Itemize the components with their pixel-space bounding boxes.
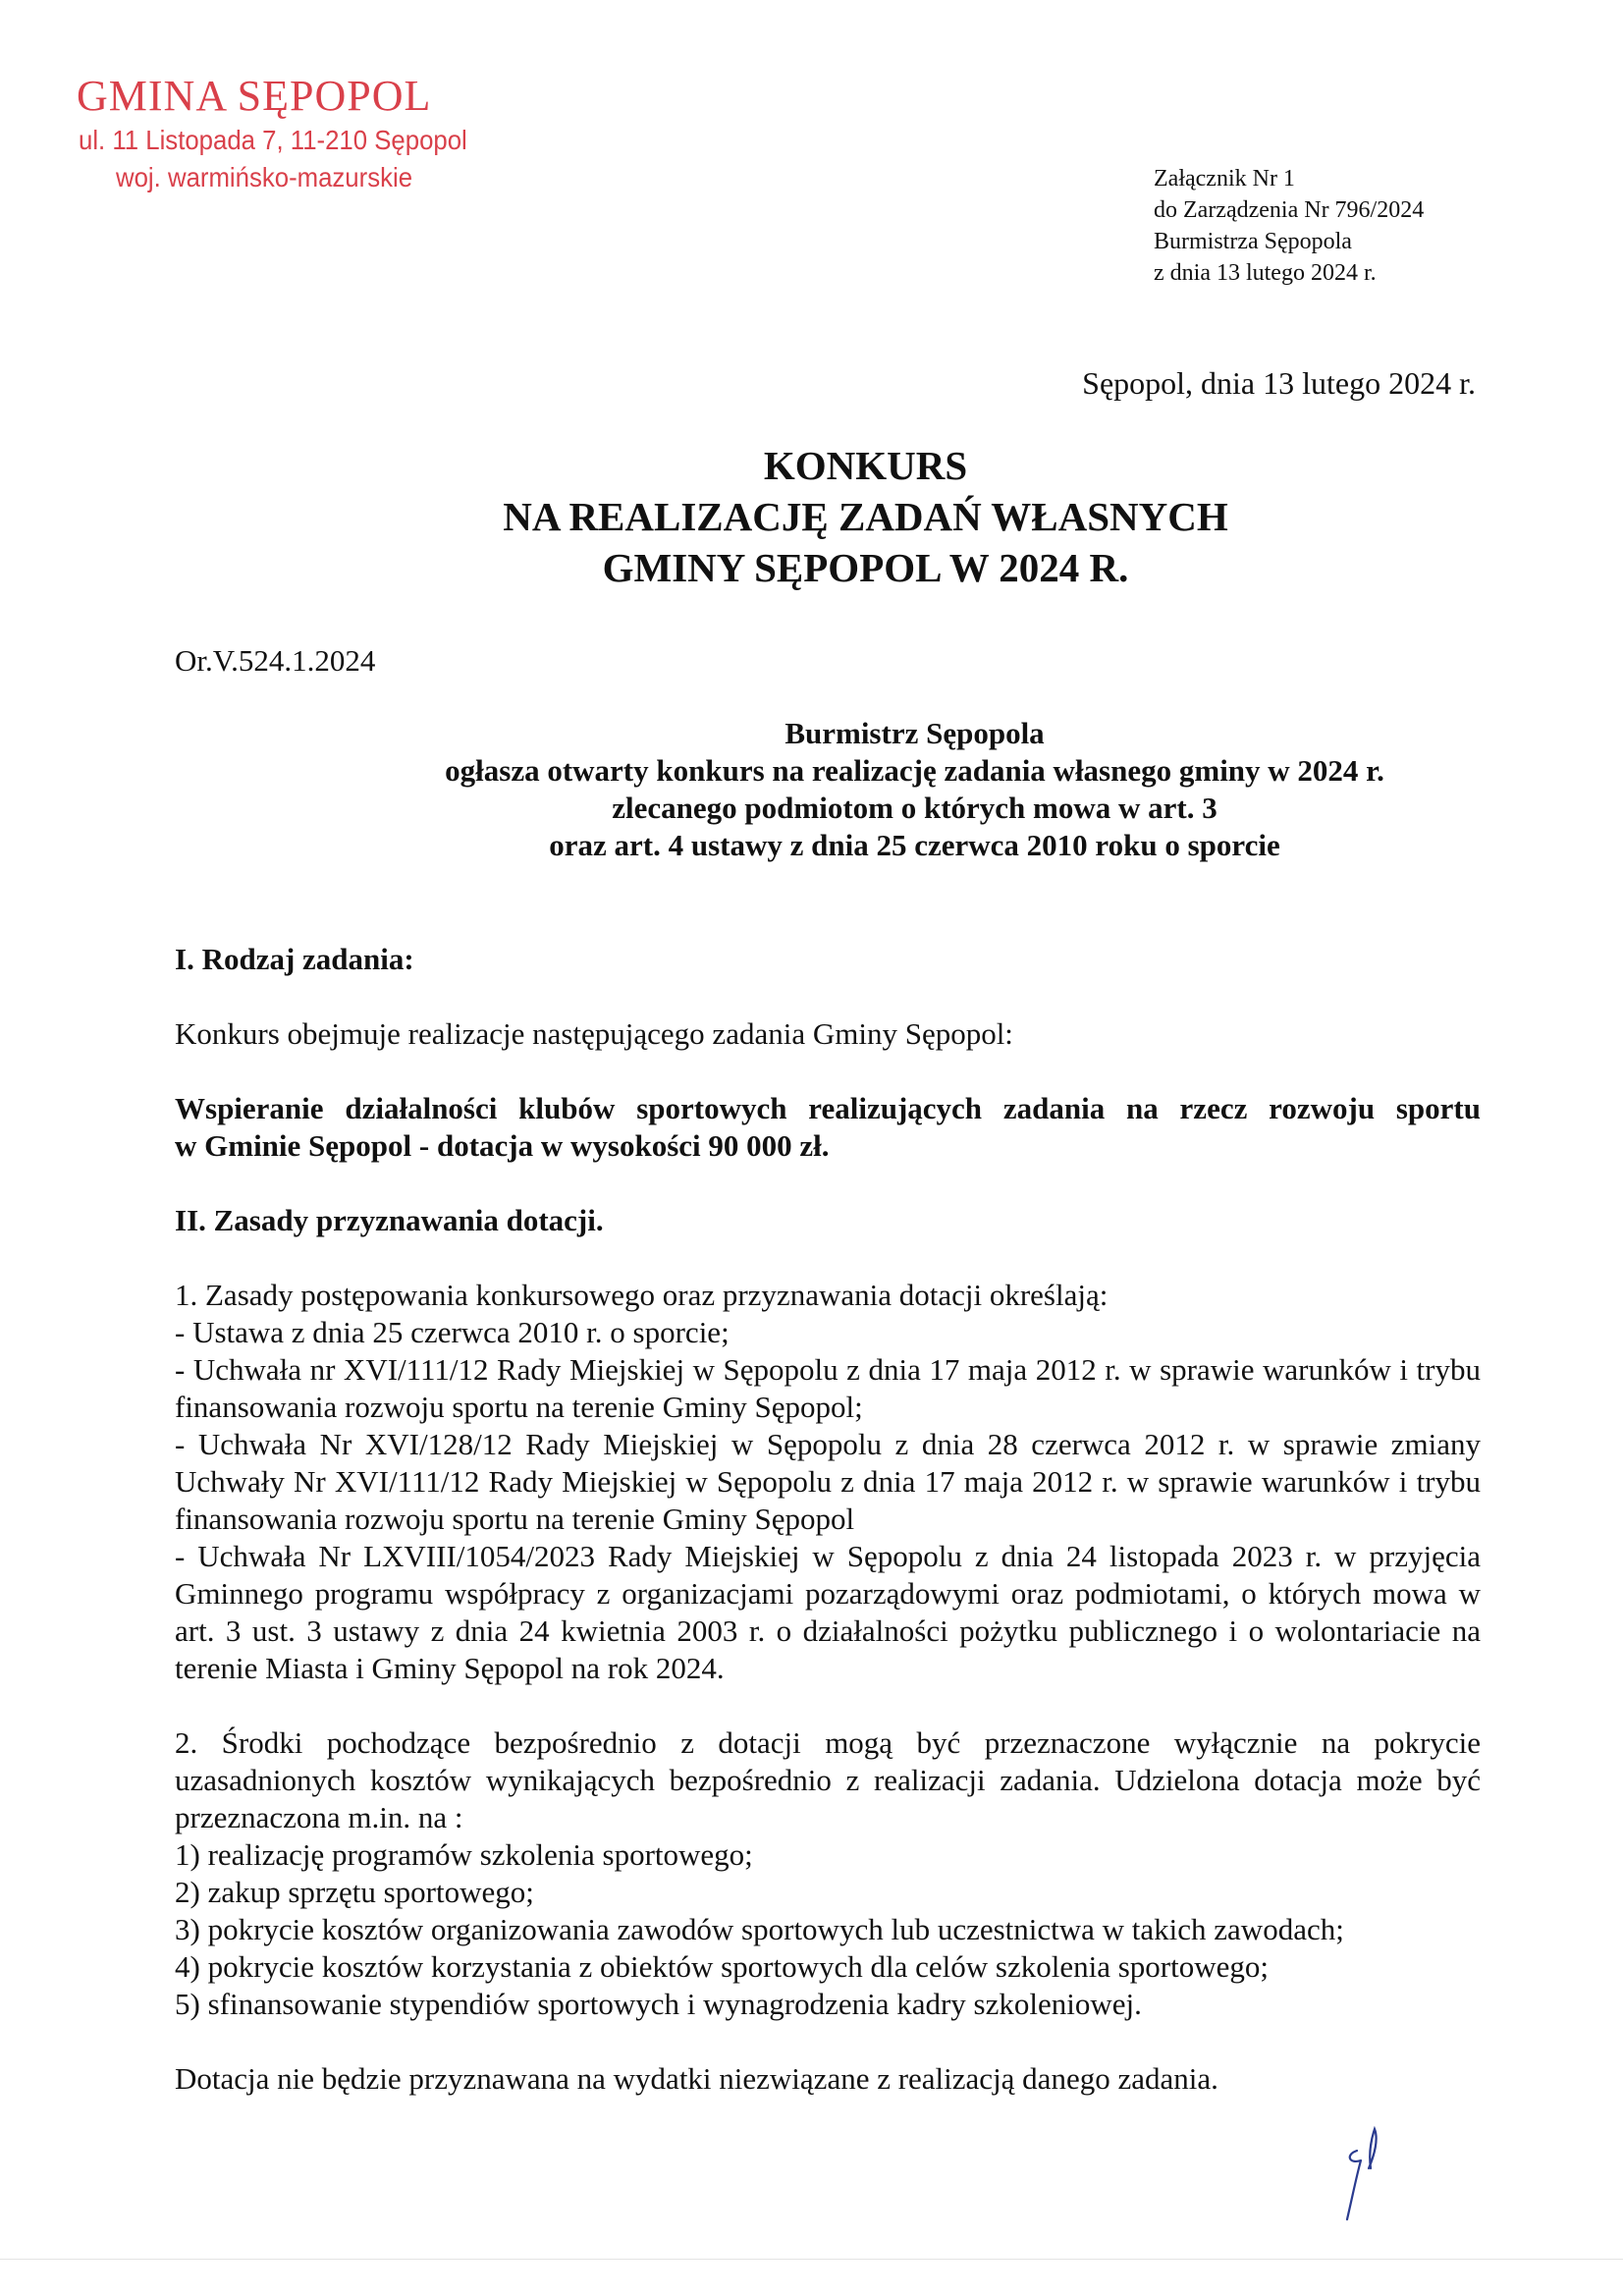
- title-line-2: NA REALIZACJĘ ZADAŃ WŁASNYCH: [503, 494, 1228, 539]
- task-line-2: w Gminie Sępopol - dotacja w wysokości 90 000 zł.: [175, 1128, 830, 1163]
- task-line-1: Wspieranie działalności klubów sportowych realizujących zadania na rzecz rozwoju sportu: [175, 1091, 1481, 1125]
- document-title: [0, 440, 1623, 593]
- rules-item: - Ustawa z dnia 25 czerwca 2010 r. o sporcie;: [175, 1315, 730, 1349]
- announcement-line-4: oraz art. 4 ustawy z dnia 25 czerwca 2010 roku o sporcie: [549, 828, 1280, 862]
- reference-number: Or.V.524.1.2024: [175, 643, 376, 678]
- funds-item: 3) pokrycie kosztów organizowania zawodów sportowych lub uczestnictwa w takich zawodach;: [175, 1912, 1344, 1946]
- rules-intro: 1. Zasady postępowania konkursowego oraz przyznawania dotacji określają:: [175, 1278, 1109, 1312]
- stamp-name: GMINA SĘPOPOL: [77, 72, 432, 120]
- rules-item: - Uchwała nr XVI/111/12 Rady Miejskiej w Sępopolu z dnia 17 maja 2012 r. w sprawie warunków i trybu finansowania rozwoju sportu na terenie Gminy Sępopol;: [175, 1352, 1481, 1424]
- place-date: Sępopol, dnia 13 lutego 2024 r.: [1082, 365, 1476, 401]
- page-bottom-edge: [0, 2259, 1623, 2260]
- initials-signature: [1335, 2125, 1394, 2223]
- section-1-heading: I. Rodzaj zadania:: [175, 942, 414, 976]
- title-line-3: GMINY SĘPOPOL W 2024 R.: [602, 545, 1129, 590]
- announcement: [0, 715, 1623, 864]
- title-line-1: KONKURS: [763, 443, 968, 488]
- rules-item: - Uchwała Nr LXVIII/1054/2023 Rady Miejskiej w Sępopolu z dnia 24 listopada 2023 r. w przyjęcia Gminnego programu współpracy z organizacjami pozarządowymi oraz podmiotami, o których mowa w art. 3 ust. 3 ustawy z dnia 24 kwietnia 2003 r. o działalności pożytku publicznego i o wolontariacie na terenie Miasta i Gminy Sępopol na rok 2024.: [175, 1539, 1481, 1685]
- closing-statement: Dotacja nie będzie przyznawana na wydatki niezwiązane z realizacją danego zadania.: [175, 2061, 1218, 2096]
- stamp-address: ul. 11 Listopada 7, 11-210 Sępopol: [79, 125, 467, 155]
- document-body: [175, 941, 1481, 2098]
- annex-line-1: Załącznik Nr 1: [1154, 166, 1295, 191]
- announcement-line-1: Burmistrz Sępopola: [784, 716, 1045, 750]
- announcement-line-2: ogłasza otwarty konkurs na realizację zadania własnego gminy w 2024 r.: [445, 753, 1384, 788]
- annex-line-2: do Zarządzenia Nr 796/2024: [1154, 197, 1425, 223]
- annex-note: [1154, 163, 1424, 289]
- funds-item: 2) zakup sprzętu sportowego;: [175, 1875, 534, 1909]
- rules-item: - Uchwała Nr XVI/128/12 Rady Miejskiej w Sępopolu z dnia 28 czerwca 2012 r. w sprawie zmiany Uchwały Nr XVI/111/12 Rady Miejskiej w Sępopolu z dnia 17 maja 2012 r. w sprawie warunków i trybu finansowania rozwoju sportu na terenie Gminy Sępopol: [175, 1427, 1481, 1536]
- annex-line-3: Burmistrza Sępopola: [1154, 229, 1352, 254]
- municipality-stamp: [77, 71, 501, 196]
- funds-item: 5) sfinansowanie stypendiów sportowych i wynagrodzenia kadry szkoleniowej.: [175, 1987, 1142, 2021]
- funds-item: 1) realizację programów szkolenia sportowego;: [175, 1837, 753, 1872]
- stamp-region: woj. warmińsko-mazurskie: [116, 162, 413, 192]
- annex-line-4: z dnia 13 lutego 2024 r.: [1154, 260, 1377, 286]
- section-1-intro: Konkurs obejmuje realizacje następującego zadania Gminy Sępopol:: [175, 1016, 1013, 1051]
- funds-intro: 2. Środki pochodzące bezpośrednio z dotacji mogą być przeznaczone wyłącznie na pokrycie uzasadnionych kosztów wynikających bezpośrednio z realizacji zadania. Udzielona dotacja może być przeznaczona m.in. na :: [175, 1725, 1481, 1834]
- announcement-line-3: zlecanego podmiotom o których mowa w art. 3: [612, 791, 1217, 825]
- funds-item: 4) pokrycie kosztów korzystania z obiektów sportowych dla celów szkolenia sportowego;: [175, 1949, 1269, 1984]
- section-2-heading: II. Zasady przyznawania dotacji.: [175, 1203, 604, 1237]
